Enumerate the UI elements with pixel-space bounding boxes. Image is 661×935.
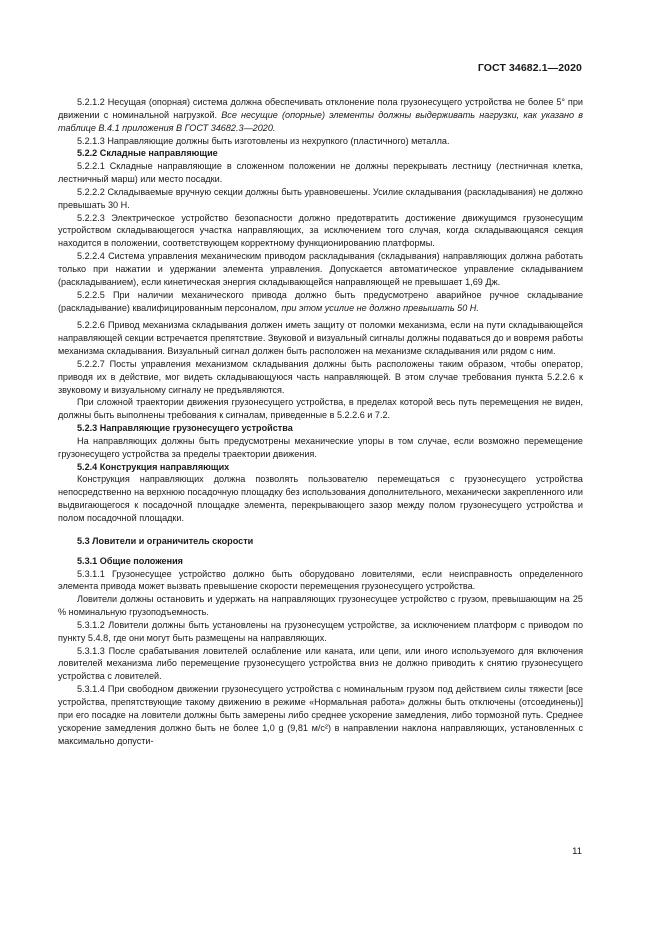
- paragraph-5-2-2-5: [58, 289, 583, 315]
- paragraph-5-2-2-2: 5.2.2.2 Складываемые вручную секции должны быть уравновешены. Усилие складывания (раскладывания) не должно превышать 30 Н.: [58, 186, 583, 210]
- paragraph-5-2-2-7: 5.2.2.7 Посты управления механизмом складывания должны быть расположены таким образом, чтобы оператор, приводя их в действие, мог видеть складывающуюся часть направляющей. В этом случае требования пункта 5.2.2.6 к звуковому и визуальному сигналу не предъявляются.: [58, 358, 583, 395]
- paragraph-5-2-1-2: [58, 96, 583, 135]
- paragraph-5-2-2-3: 5.2.2.3 Электрическое устройство безопасности должно предотвратить достижение движущимся грузонесущим устройством складывающегося участка направляющих, за исключением того случая, когда складывающаяся секция находится в положении, соответствующем корректному функционированию платформы.: [58, 212, 583, 249]
- paragraph-5-2-2-4: 5.2.2.4 Система управления механическим приводом раскладывания (складывания) направляющих должна работать только при нажатии и удержании элемента управления. Допускается автоматическое управление складыванием (раскладыванием), если кинетическая энергия складывающейся направляющей не превышает 1,69 Дж.: [58, 251, 583, 287]
- page-number: 11: [572, 846, 582, 857]
- paragraph-complex-trajectory: При сложной траектории движения грузонесущего устройства, в пределах которой весь путь перемещения не виден, должны быть выполнены требования к сигналам, приведенные в 5.2.2.6 и 7.2.: [58, 397, 583, 421]
- section-heading-5-3: 5.3 Ловители и ограничитель скорости: [77, 535, 254, 546]
- paragraph-5-2-2-6: 5.2.2.6 Привод механизма складывания должен иметь защиту от поломки механизма, если на пути складывающейся направляющей секции встречается препятствие. Звуковой и визуальный сигналы должны подаваться до и вовремя работы механизма складывания. Визуальный сигнал должен быть расположен на механизме складывания или рядом с ним.: [58, 320, 583, 357]
- paragraph-catchers-hold: Ловители должны остановить и удержать на направляющих грузонесущее устройство с грузом, превышающим на 25 % номинальную грузоподъемность.: [58, 594, 583, 618]
- document-body: [58, 96, 583, 747]
- section-heading-5-2-4: 5.2.4 Конструкция направляющих: [77, 461, 230, 472]
- paragraph-text: 5.2.2.5 При наличии механического привода должно быть предусмотрено аварийное ручное складывание (раскладывание) квалифицированным персоналом,: [58, 289, 583, 313]
- paragraph-text: 5.2.1.2 Несущая (опорная) система должна обеспечивать отклонение пола грузонесущего устройства не более 5° при движении с номинальной нагрузкой.: [58, 97, 583, 120]
- paragraph-5-3-1-2: 5.3.1.2 Ловители должны быть установлены на грузонесущем устройстве, за исключением платформ с приводом по пункту 5.4.8, где они могут быть размещены на направляющих.: [58, 619, 583, 643]
- section-heading-5-2-3: 5.2.3 Направляющие грузонесущего устройства: [77, 423, 293, 434]
- section-heading-5-2-2: 5.2.2 Складные направляющие: [77, 148, 218, 159]
- paragraph-5-3-1-1: 5.3.1.1 Грузонесущее устройство должно быть оборудовано ловителями, если неисправность определенного элемента привода может вызвать превышение скорости перемещения грузонесущего устройства.: [58, 568, 583, 592]
- paragraph-mechanical-stops: На направляющих должны быть предусмотрены механические упоры в том случае, если возможно перемещение грузонесущего устройства за пределы траектории движения.: [58, 435, 583, 459]
- paragraph-italic-text: Все несущие (опорные) элементы должны выдерживать нагрузки, как указано в таблице В.4.1 приложения В ГОСТ 34682.3—2020.: [58, 109, 583, 133]
- paragraph-5-3-1-3: 5.3.1.3 После срабатывания ловителей ослабление или каната, или цепи, или иного используемого для включения ловителей механизма либо перемещение грузонесущего устройства вниз не должно приводить к снятию грузонесущего устройства с ловителей.: [58, 645, 583, 682]
- paragraph-guide-construction: Конструкция направляющих должна позволять пользователю перемещаться с грузонесущего устройства непосредственно на верхнюю посадочную площадку без использования дополнительного, механически закрепленного или выдвигающегося к посадочной площадке элемента, перекрывающего зазор между полом грузонесущего устройства и полом посадочной площадки.: [58, 474, 583, 523]
- paragraph-5-2-1-3: 5.2.1.3 Направляющие должны быть изготовлены из нехрупкого (пластичного) металла.: [77, 135, 450, 146]
- paragraph-5-3-1-4: 5.3.1.4 При свободном движении грузонесущего устройства с номинальным грузом под действием силы тяжести [все устройства, препятствующие такому движению в режиме «Нормальная работа» должны быть отключены (отсоединены)] при его посадке на ловители должны быть замерены либо среднее ускорение замедления, либо тормозной путь. Среднее ускорение замедления должно быть не более 1,0 g (9,81 м/с²) в направлении наклона направляющих, установленных с максимально допусти-: [58, 684, 583, 746]
- paragraph-5-2-2-1: 5.2.2.1 Складные направляющие в сложенном положении не должны перекрывать лестницу (лестничная клетка, лестничный марш) или место посадки.: [58, 161, 583, 185]
- section-heading-5-3-1: 5.3.1 Общие положения: [77, 555, 183, 566]
- paragraph-italic-text: при этом усилие не должно превышать 50 Н.: [281, 302, 479, 313]
- document-header: ГОСТ 34682.1—2020: [477, 62, 582, 74]
